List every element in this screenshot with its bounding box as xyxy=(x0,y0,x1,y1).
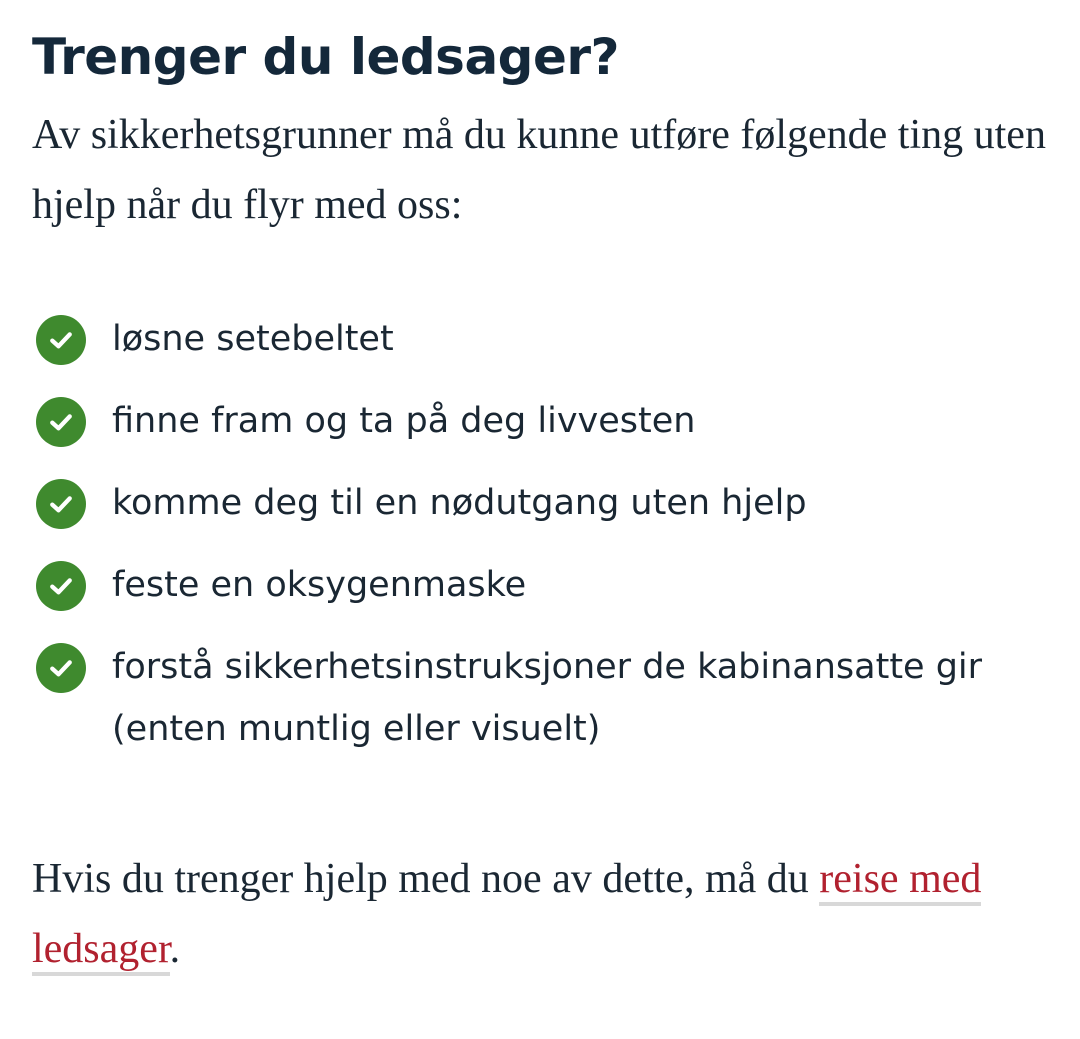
list-item-label: komme deg til en nødutgang uten hjelp xyxy=(112,483,807,523)
check-circle-icon xyxy=(36,479,86,529)
companion-info-section xyxy=(32,0,1048,972)
list-item-label: forstå sikkerhetsinstruksjoner de kabinansatte gir (enten muntlig eller visuelt) xyxy=(112,647,983,749)
footer-text xyxy=(32,844,1048,984)
travel-with-companion-link[interactable]: reise med ledsager xyxy=(32,856,981,976)
footer-prefix: Hvis du trenger hjelp med noe av dette, må du xyxy=(32,856,820,902)
intro-text: Av sikkerhetsgrunner må du kunne utføre følgende ting uten hjelp når du flyr med oss: xyxy=(32,112,1046,228)
check-circle-icon xyxy=(36,561,86,611)
check-circle-icon xyxy=(36,643,86,693)
list-item-label: løsne setebeltet xyxy=(112,319,394,359)
requirements-list xyxy=(32,308,1048,780)
list-item xyxy=(32,554,1048,616)
check-circle-icon xyxy=(36,315,86,365)
list-item xyxy=(32,390,1048,452)
footer-suffix: . xyxy=(169,926,181,972)
list-item xyxy=(32,636,1048,760)
list-item xyxy=(32,308,1048,370)
check-circle-icon xyxy=(36,397,86,447)
page-title: Trenger du ledsager? xyxy=(32,28,620,86)
list-item-label: finne fram og ta på deg livvesten xyxy=(112,401,696,441)
list-item xyxy=(32,472,1048,534)
list-item-label: feste en oksygenmaske xyxy=(112,565,527,605)
